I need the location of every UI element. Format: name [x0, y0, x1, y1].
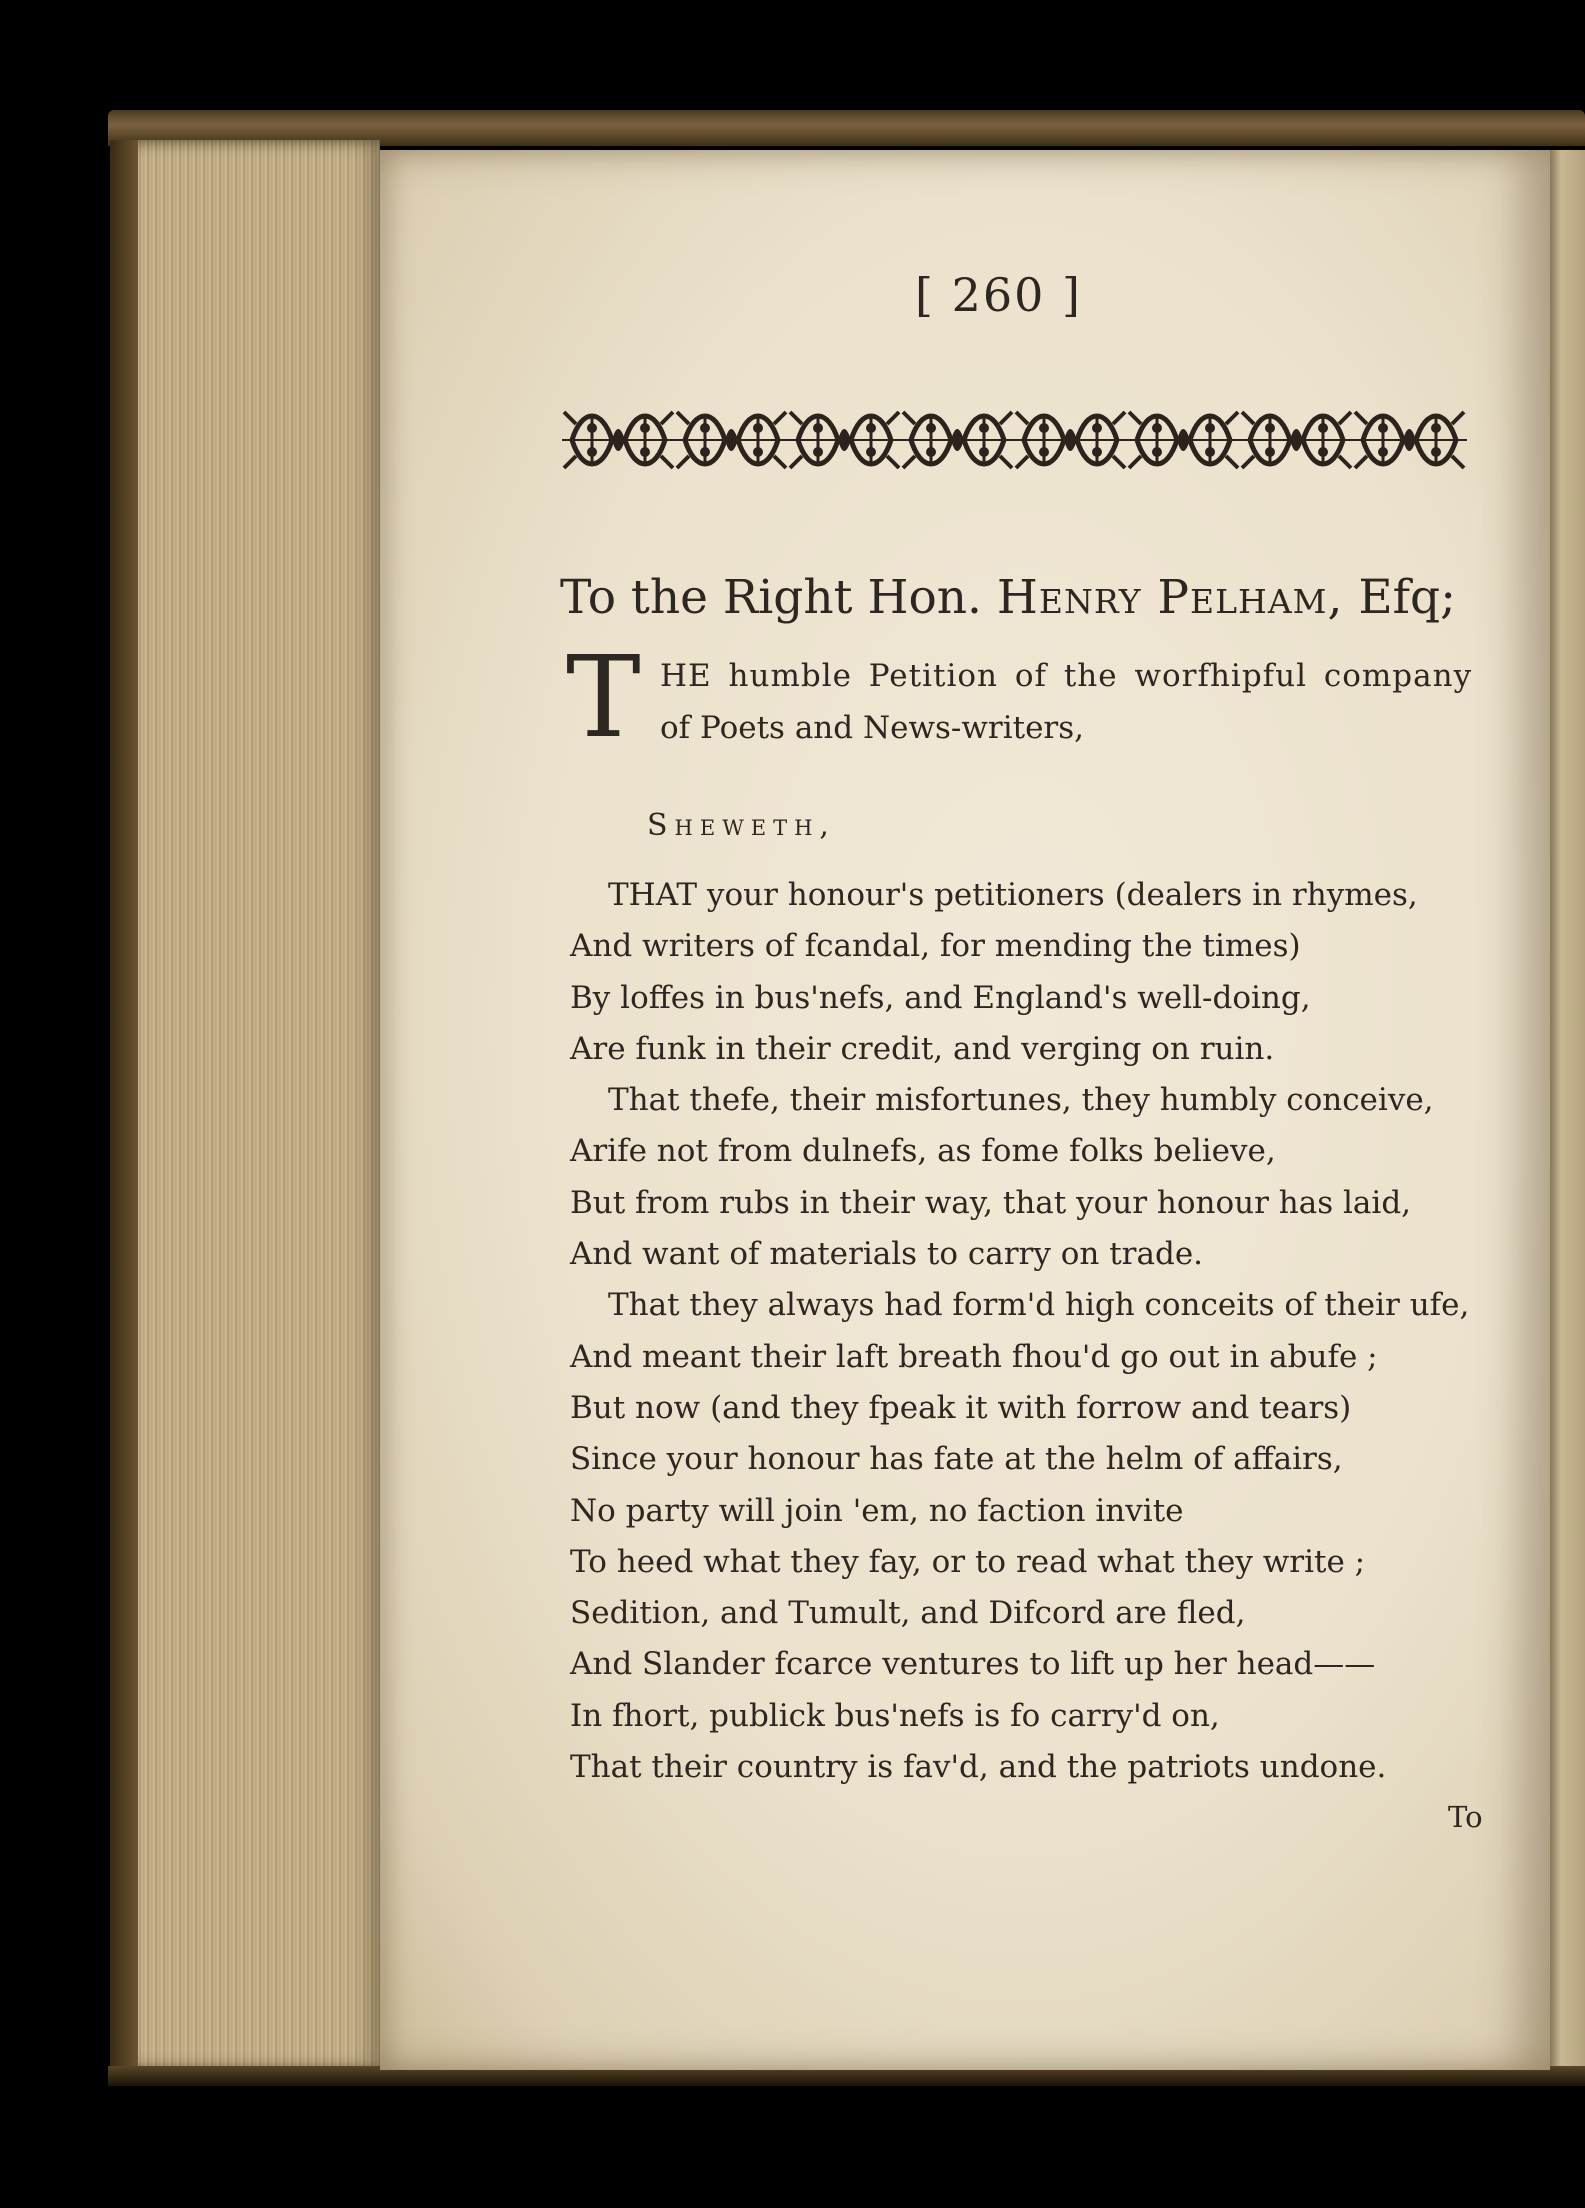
- poem-line: In fhort, publick bus'nefs is fo carry'd on,: [570, 1697, 1220, 1734]
- poem-line: That thefe, their misfortunes, they humbly conceive,: [608, 1082, 1434, 1119]
- poem-line: Since your honour has fate at the helm of affairs,: [570, 1441, 1343, 1478]
- poem-body: [570, 870, 1520, 1793]
- poem-line: Sedition, and Tumult, and Difcord are fled,: [570, 1595, 1246, 1632]
- book-cover-edge: [110, 140, 138, 2070]
- sheweth-heading: Sheweth,: [647, 808, 836, 843]
- poem-line: And want of materials to carry on trade.: [570, 1236, 1204, 1273]
- title-name: Henry Pelham,: [996, 570, 1344, 625]
- poem-line: To heed what they fay, or to read what they write ;: [570, 1543, 1366, 1580]
- book-fore-edge: [110, 140, 380, 2070]
- petition-line-2: of Poets and News-writers,: [660, 710, 1085, 746]
- title-suffix: Efq;: [1358, 570, 1456, 625]
- poem-line: And meant their laft breath fhou'd go out in abufe ;: [570, 1338, 1378, 1375]
- poem-line: But from rubs in their way, that your honour has laid,: [570, 1184, 1412, 1221]
- petition-heading: [660, 650, 1473, 754]
- petition-line-1: HE humble Petition of the worfhipful company: [660, 658, 1473, 694]
- poem-line: Arife not from dulnefs, as fome folks believe,: [570, 1133, 1276, 1170]
- facing-page-edge: [1545, 150, 1585, 2070]
- catchword: To: [1448, 1800, 1483, 1834]
- poem-line: That their country is fav'd, and the patriots undone.: [570, 1749, 1387, 1786]
- poem-line: By loffes in bus'nefs, and England's well-doing,: [570, 979, 1311, 1016]
- poem-line: That they always had form'd high conceits of their ufe,: [608, 1287, 1470, 1324]
- poem-line: And writers of fcandal, for mending the times): [570, 928, 1301, 965]
- drop-cap: T: [566, 633, 641, 763]
- page-title: [560, 570, 1456, 625]
- poem-line: THAT your honour's petitioners (dealers in rhymes,: [608, 877, 1418, 913]
- poem-line: But now (and they fpeak it with forrow and tears): [570, 1389, 1352, 1426]
- poem-line: Are funk in their credit, and verging on ruin.: [570, 1030, 1275, 1067]
- poem-line: No party will join 'em, no faction invite: [570, 1492, 1184, 1529]
- poem-line: And Slander fcarce ventures to lift up her head——: [570, 1646, 1376, 1683]
- title-prefix: To the Right Hon.: [560, 570, 982, 625]
- page-number: [ 260 ]: [915, 268, 1082, 322]
- decorative-border-ornament: [562, 398, 1467, 482]
